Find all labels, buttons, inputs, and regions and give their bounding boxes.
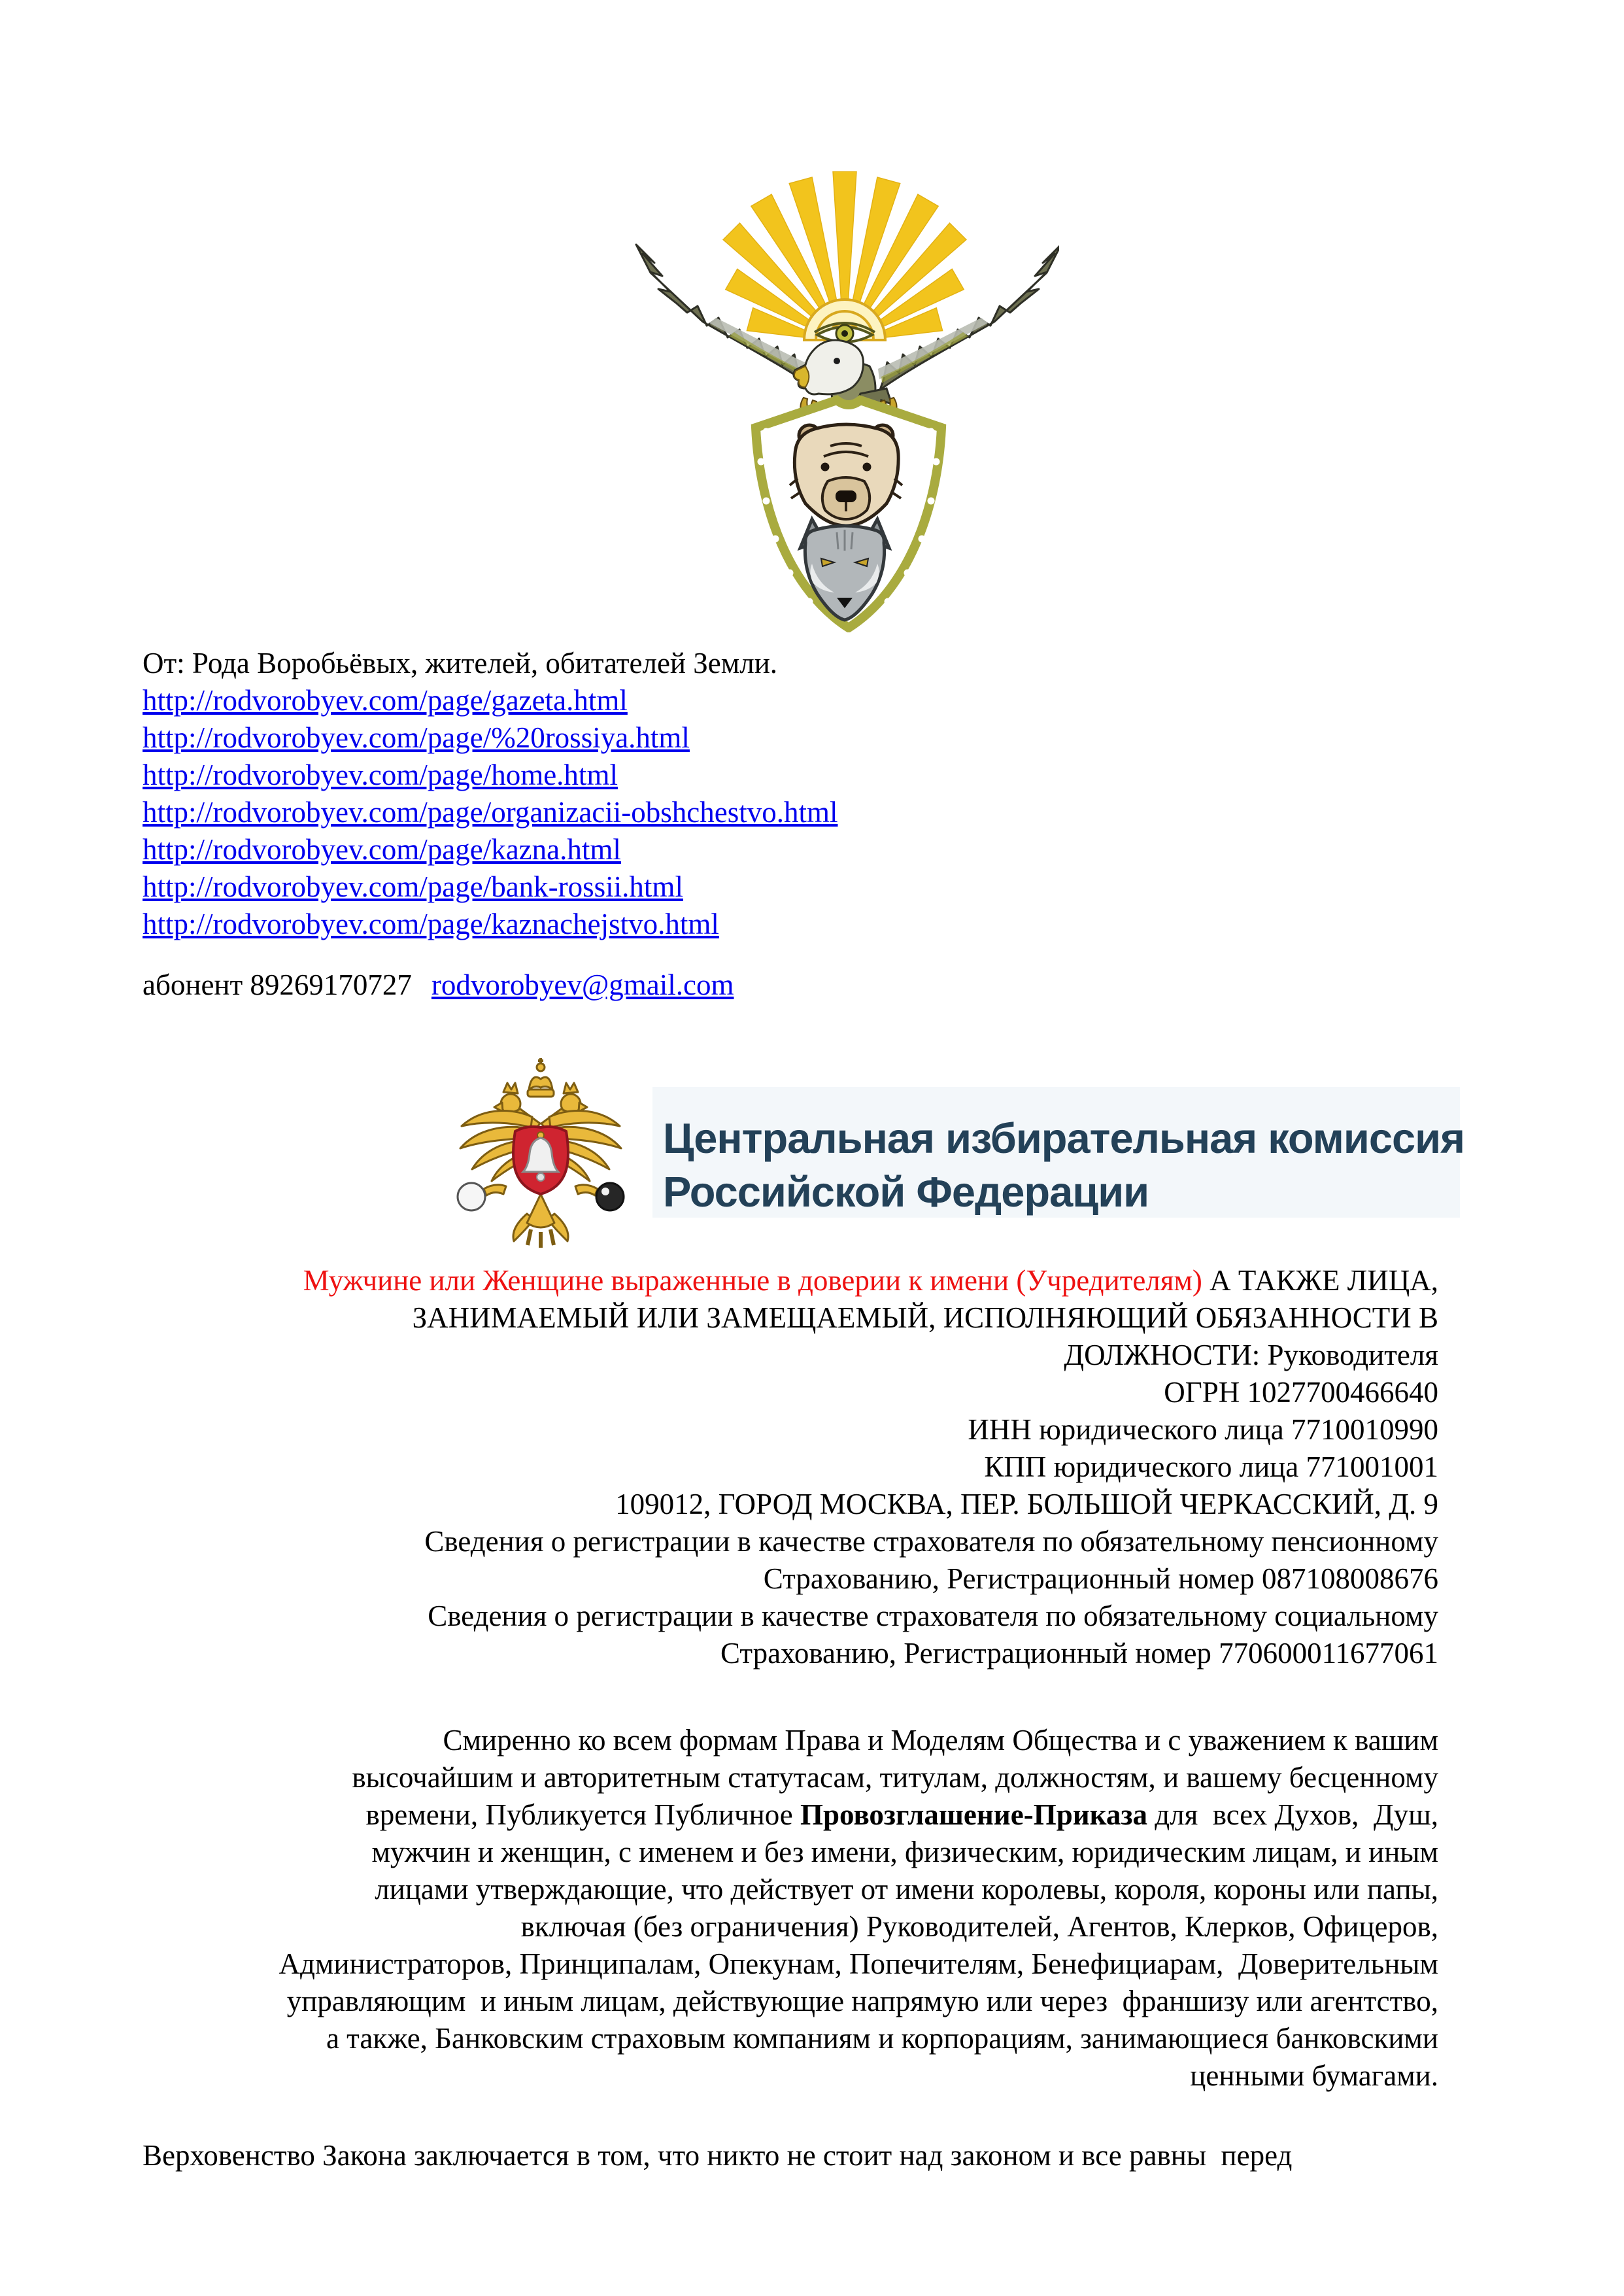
proclamation-order-title: Провозглашение-Приказа [800,1798,1147,1831]
link-kazna[interactable]: http://rodvorobyev.com/page/kazna.html [143,833,621,866]
recipient-red-suffix: А ТАКЖЕ ЛИЦА, [1202,1264,1438,1297]
cik-claw-arm [484,1185,506,1195]
proclamation-line: управляющим и иным лицам, действующие напрямую или через франшизу или агентство, [286,1985,1438,2017]
recipient-red-line [143,1262,1438,1299]
cik-emblem [443,1054,638,1249]
recipient-line-ogrn: ОГРН 1027700466640 [1164,1376,1438,1409]
link-bank-rossii[interactable]: http://rodvorobyev.com/page/bank-rossii.html [143,870,683,903]
recipient-line-inn: ИНН юридического лица 7710010990 [968,1413,1438,1446]
clan-emblem-logo [601,171,1059,632]
proclamation-line: высочайшим и авторитетным статутасам, титулам, должностям, и вашему бесценному [352,1761,1438,1794]
sun-eye-icon [804,300,885,342]
from-line: От: Рода Воробьёвых, жителей, обитателей Земли. [143,647,778,679]
link-kaznachejstvo[interactable]: http://rodvorobyev.com/page/kaznachejstvo.html [143,908,719,940]
recipient-line-kpp: КПП юридического лица 771001001 [984,1450,1438,1483]
recipient-line: Сведения о регистрации в качестве страхователя по обязательному социальному [428,1600,1438,1632]
recipient-line: Сведения о регистрации в качестве страхователя по обязательному пенсионному [424,1525,1438,1558]
email-link[interactable]: rodvorobyev@gmail.com [431,968,734,1001]
link-rossiya[interactable]: http://rodvorobyev.com/page/%20rossiya.html [143,721,690,754]
cik-title-line2: Российской Федерации [663,1168,1149,1216]
cik-black-orb-icon [596,1183,624,1210]
cik-red-shield-icon [513,1127,568,1194]
subscriber-phone: абонент 89269170727 [143,968,412,1001]
recipient-line: ДОЛЖНОСТИ: Руководителя [1064,1339,1438,1371]
cik-tail-fan [527,1194,554,1227]
proclamation-line: Смиренно ко всем формам Права и Моделям Общества и с уважением к вашим [443,1724,1438,1756]
proclamation-line: включая (без ограничения) Руководителей, Агентов, Клерков, Офицеров, [520,1910,1438,1943]
recipient-line: ЗАНИМАЕМЫЙ ИЛИ ЗАМЕЩАЕМЫЙ, ИСПОЛНЯЮЩИЙ ОБЯЗАННОСТИ В [412,1301,1438,1334]
cik-title-line1: Центральная избирательная комиссия [663,1114,1465,1162]
recipient-line: Страхованию, Регистрационный номер 770600011677061 [720,1637,1438,1670]
link-home[interactable]: http://rodvorobyev.com/page/home.html [143,759,618,791]
proclamation-line: лицами утверждающие, что действует от имени королевы, короля, короны или папы, [375,1873,1438,1906]
proclamation-line-bold: времени, Публикуется Публичное Провозглашение-Приказа для всех Духов, Душ, [365,1798,1438,1831]
cik-central-crown-icon [528,1058,554,1097]
proclamation-line: Администраторов, Принципалам, Опекунам, Попечителям, Бенефициарам, Доверительным [279,1947,1438,1980]
link-organizacii-obshchestvo[interactable]: http://rodvorobyev.com/page/organizacii-obshchestvo.html [143,796,838,829]
rule-of-law-line: Верховенство Закона заключается в том, что никто не стоит над законом и все равны перед [143,2139,1293,2172]
proclamation-line: мужчин и женщин, с именем и без имени, физическим, юридическим лицам, и иным [371,1836,1438,1868]
proclamation-line: а также, Банковским страховым компаниям и корпорациям, занимающиеся банковскими [326,2022,1438,2055]
shield-icon [756,400,941,628]
cik-white-orb-icon [458,1183,485,1210]
recipient-line-address: 109012, ГОРОД МОСКВА, ПЕР. БОЛЬШОЙ ЧЕРКАССКИЙ, Д. 9 [615,1488,1438,1520]
proclamation-line: ценными бумагами. [1190,2059,1438,2092]
recipient-red-text: Мужчине или Женщине выраженные в доверии к имени (Учредителям) [303,1264,1202,1297]
link-gazeta[interactable]: http://rodvorobyev.com/page/gazeta.html [143,684,628,717]
recipient-line: Страхованию, Регистрационный номер 087108008676 [763,1562,1438,1595]
